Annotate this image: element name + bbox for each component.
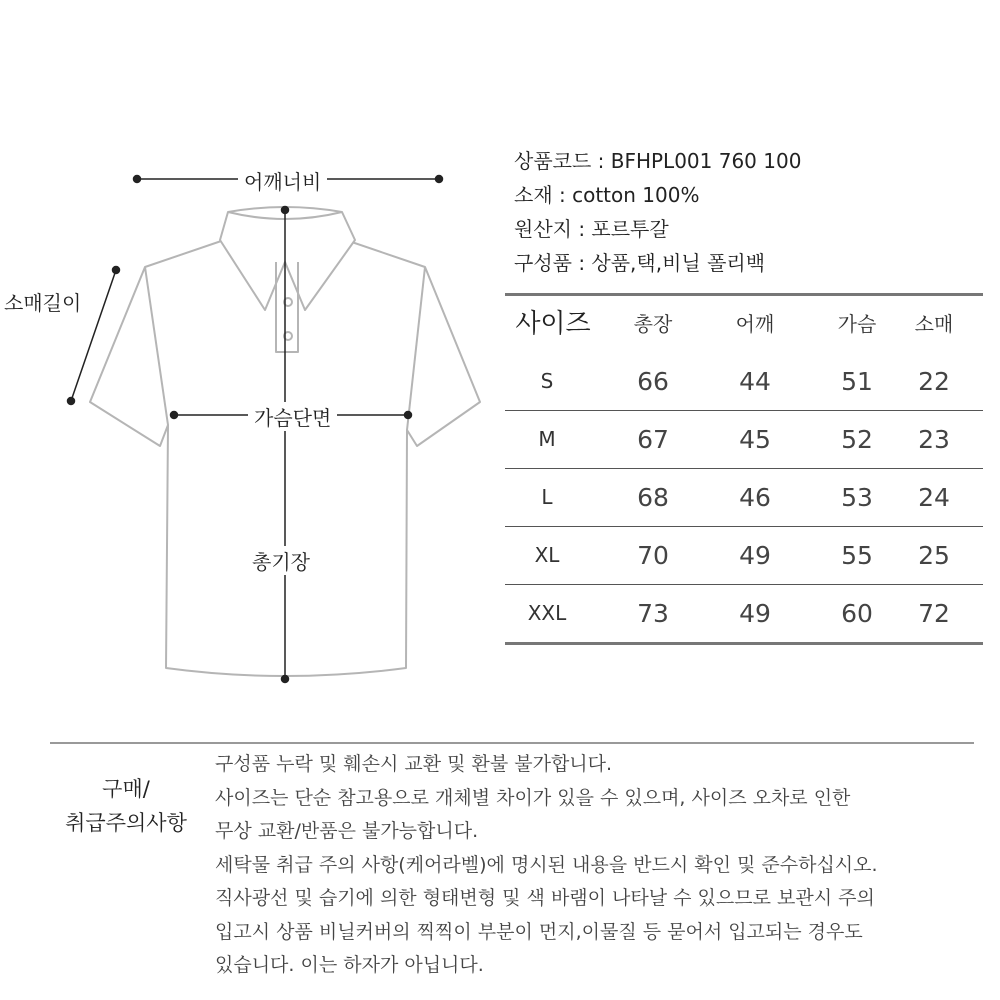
header-chest: 가슴 <box>837 312 877 336</box>
shoulder-cell: 45 <box>739 425 771 454</box>
total-length-label: 총기장 <box>246 546 316 575</box>
notice-title-line1: 구매/ <box>102 777 150 801</box>
sleeve-cell: 22 <box>918 367 950 396</box>
origin: 원산지 : 포르투갈 <box>514 217 669 241</box>
sleeve-cell: 72 <box>918 599 950 628</box>
table-row <box>505 585 983 642</box>
shoulder-cell: 46 <box>739 483 771 512</box>
size-cell: XXL <box>527 601 567 625</box>
polo-shirt-outline <box>0 0 500 720</box>
shoulder-cell: 49 <box>739 541 771 570</box>
table-bottom-rule <box>505 642 983 645</box>
header-total-length: 총장 <box>633 312 673 336</box>
size-cell: M <box>538 427 556 451</box>
notice-line: 직사광선 및 습기에 의한 형태변형 및 색 바램이 나타날 수 있으므로 보관시 주의 <box>215 887 875 909</box>
total-length-cell: 68 <box>637 483 669 512</box>
components: 구성품 : 상품,택,비닐 폴리백 <box>514 251 766 275</box>
notice-line: 사이즈는 단순 참고용으로 개체별 차이가 있을 수 있으며, 사이즈 오차로 인한 <box>215 786 851 809</box>
chest-cell: 52 <box>841 425 873 454</box>
table-row <box>505 527 983 584</box>
size-cell: XL <box>534 543 560 567</box>
material: 소재 : cotton 100% <box>514 183 700 207</box>
notice-line: 세탁물 취급 주의 사항(케어라벨)에 명시된 내용을 반드시 확인 및 준수하십시오. <box>215 853 878 876</box>
product-info <box>514 144 801 280</box>
size-cell: L <box>541 485 553 509</box>
header-shoulder: 어깨 <box>735 312 775 336</box>
chest-cell: 51 <box>841 367 873 396</box>
shirt-diagram <box>0 0 500 720</box>
chest-cell: 60 <box>841 599 873 628</box>
product-code: 상품코드 : BFHPL001 760 100 <box>514 149 802 173</box>
shoulder-width-label: 어깨너비 <box>238 166 327 195</box>
total-length-cell: 67 <box>637 425 669 454</box>
notice-title <box>56 772 196 840</box>
notice-title-line2: 취급주의사항 <box>65 811 187 835</box>
notice-line: 입고시 상품 비닐커버의 찍찍이 부분이 먼지,이물질 등 묻어서 입고되는 경우도 <box>215 920 863 943</box>
shoulder-cell: 49 <box>739 599 771 628</box>
table-row <box>505 469 983 526</box>
chest-cell: 55 <box>841 541 873 570</box>
shoulder-cell: 44 <box>739 367 771 396</box>
size-cell: S <box>540 369 554 393</box>
total-length-cell: 73 <box>637 599 669 628</box>
notice-divider <box>50 742 974 744</box>
header-sleeve: 소매 <box>914 312 954 336</box>
sleeve-cell: 24 <box>918 483 950 512</box>
chest-cell: 53 <box>841 483 873 512</box>
total-length-cell: 66 <box>637 367 669 396</box>
notice-line: 있습니다. 이는 하자가 아닙니다. <box>215 954 484 976</box>
sleeve-cell: 25 <box>918 541 950 570</box>
sleeve-cell: 23 <box>918 425 950 454</box>
sleeve-length-label: 소매길이 <box>4 291 82 315</box>
notice-line: 구성품 누락 및 훼손시 교환 및 환불 불가합니다. <box>215 753 613 775</box>
notice-body <box>215 748 985 983</box>
size-table <box>505 293 983 645</box>
chest-width-label: 가슴단면 <box>248 402 337 431</box>
table-header-row <box>505 296 983 353</box>
header-size: 사이즈 <box>515 309 591 339</box>
table-row <box>505 353 983 410</box>
total-length-cell: 70 <box>637 541 669 570</box>
table-row <box>505 411 983 468</box>
notice-line: 무상 교환/반품은 불가능합니다. <box>215 820 479 842</box>
